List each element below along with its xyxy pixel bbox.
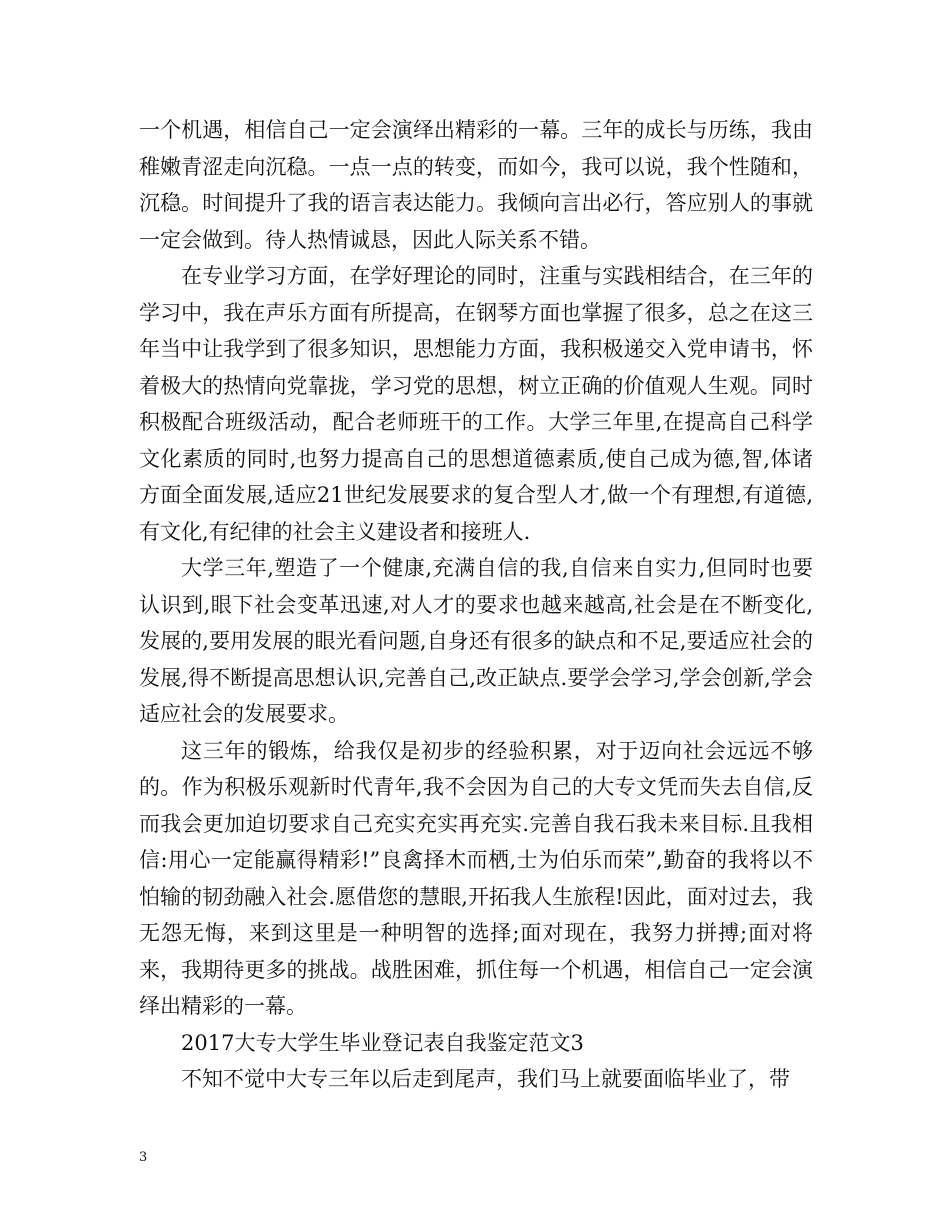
paragraph-3: 大学三年,塑造了一个健康,充满自信的我,自信来自实力,但同时也要认识到,眼下社会变革迅速,对人才的要求也越来越高,社会是在不断变化,发展的,要用发展的眼光看问题,自身还有很多的缺点和不足,要适应社会的发展,得不断提高思想认识,完善自己,改正缺点.要学会学习,学会创新,学会适应社会的发展要求。 [139, 556, 813, 726]
paragraph-2: 在专业学习方面，在学好理论的同时，注重与实践相结合，在三年的学习中，我在声乐方面有所提高，在钢琴方面也掌握了很多，总之在这三年当中让我学到了很多知识，思想能力方面，我积极递交入党申请书，怀着极大的热情向党靠拢，学习党的思想，树立正确的价值观人生观。同时积极配合班级活动，配合老师班干的工作。大学三年里,在提高自己科学文化素质的同时,也努力提高自己的思想道德素质,使自己成为德,智,体诸方面全面发展,适应21世纪发展要求的复合型人才,做一个有理想,有道德,有文化,有纪律的社会主义建设者和接班人. [139, 264, 813, 544]
paragraph-1: 一个机遇，相信自己一定会演绎出精彩的一幕。三年的成长与历练，我由稚嫩青涩走向沉稳。一点一点的转变，而如今，我可以说，我个性随和，沉稳。时间提升了我的语言表达能力。我倾向言出必行，答应别人的事就一定会做到。待人热情诚恳，因此人际关系不错。 [139, 118, 813, 252]
paragraph-4: 这三年的锻炼，给我仅是初步的经验积累，对于迈向社会远远不够的。作为积极乐观新时代青年,我不会因为自己的大专文凭而失去自信,反而我会更加迫切要求自己充实充实再充实.完善自我石我未来目标.且我相信:用心一定能赢得精彩!”良禽择木而栖,士为伯乐而荣”,勤奋的我将以不怕输的韧劲融入社会.愿借您的慧眼,开拓我人生旅程!因此，面对过去，我无怨无悔，来到这里是一种明智的选择;面对现在，我努力拼搏;面对将来，我期待更多的挑战。战胜困难，抓住每一个机遇，相信自己一定会演绎出精彩的一幕。 [139, 738, 813, 1018]
page-number: 3 [139, 1150, 148, 1165]
paragraph-5: 不知不觉中大专三年以后走到尾声，我们马上就要面临毕业了，带 [181, 1067, 790, 1091]
body-text [139, 112, 813, 1098]
section-heading: 2017大专大学生毕业登记表自我鉴定范文3 [181, 1030, 584, 1055]
